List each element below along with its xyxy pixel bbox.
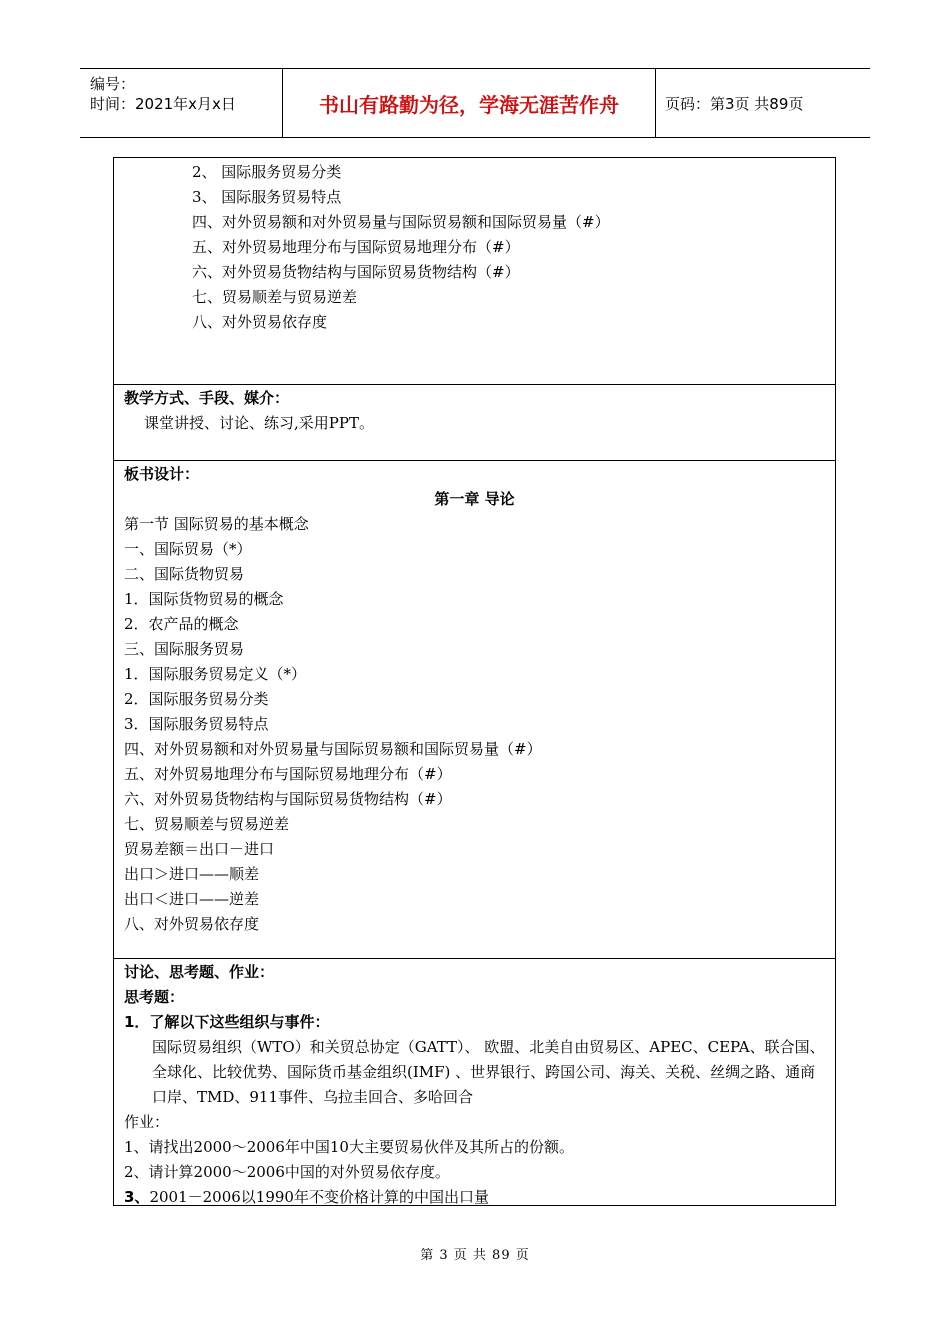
lesson-table	[113, 157, 836, 1206]
board-design-section	[114, 460, 835, 958]
homework-title: 作业：	[124, 1113, 170, 1131]
page-footer: 第 3 页 共 89 页	[420, 1248, 530, 1263]
outline-line: 八、对外贸易依存度	[192, 313, 328, 331]
homework-item: 1、请找出2000～2006年中国10大主要贸易伙伴及其所占的份额。	[124, 1138, 574, 1156]
board-line: 出口＜进口——逆差	[124, 890, 260, 908]
discussion-section	[114, 958, 835, 1207]
header-meta	[80, 69, 282, 137]
teaching-method-text: 课堂讲授、讨论、练习,采用PPT。	[144, 414, 374, 432]
board-line: 三、国际服务贸易	[124, 640, 245, 658]
page-indicator: 页码：第3页 共89页	[665, 94, 804, 113]
board-line: 七、贸易顺差与贸易逆差	[124, 815, 290, 833]
number-label: 编号：	[90, 75, 136, 93]
board-line: 第一节 国际贸易的基本概念	[124, 515, 309, 533]
outline-line: 四、对外贸易额和对外贸易量与国际贸易额和国际贸易量（#）	[192, 213, 610, 231]
board-line: 六、对外贸易货物结构与国际贸易货物结构（#）	[124, 790, 452, 808]
board-line: 八、对外贸易依存度	[124, 915, 260, 933]
board-line: 1．国际服务贸易定义（*）	[124, 665, 307, 683]
homework-text: 2001－2006以1990年不变价格计算的中国出口量	[149, 1188, 489, 1206]
outline-line: 3、 国际服务贸易特点	[192, 188, 342, 206]
board-line: 贸易差额＝出口－进口	[124, 840, 275, 858]
board-line: 一、国际贸易（*）	[124, 540, 252, 558]
question-body: 国际贸易组织（WTO）和关贸总协定（GATT）、 欧盟、北美自由贸易区、APEC、CEPA、联合国、全球化、比较优势、国际货币基金组织(IMF) 、世界银行、跨国公司、海关、关税、丝绸之路、通商口岸、TMD、911事件、乌拉圭回合、多哈回合	[152, 1038, 825, 1106]
board-line: 四、对外贸易额和对外贸易量与国际贸易额和国际贸易量（#）	[124, 740, 542, 758]
question-title: 1．了解以下这些组织与事件：	[124, 1013, 330, 1031]
motto: 书山有路勤为径，学海无涯苦作舟	[282, 69, 656, 137]
board-line: 出口＞进口——顺差	[124, 865, 260, 883]
board-line: 2．国际服务贸易分类	[124, 690, 269, 708]
homework-item	[114, 1185, 835, 1210]
chapter-title: 第一章 导论	[434, 490, 515, 508]
section-title: 教学方式、手段、媒介：	[124, 389, 290, 407]
outline-line: 七、贸易顺差与贸易逆差	[192, 288, 358, 306]
date-label: 时间：2021年x月x日	[90, 95, 236, 113]
section-title: 讨论、思考题、作业：	[124, 963, 275, 981]
board-line: 1．国际货物贸易的概念	[124, 590, 284, 608]
outline-line: 2、 国际服务贸易分类	[192, 163, 342, 181]
homework-number: 3、	[124, 1188, 150, 1206]
board-line: 五、对外贸易地理分布与国际贸易地理分布（#）	[124, 765, 452, 783]
board-line: 二、国际货物贸易	[124, 565, 245, 583]
page-header	[80, 68, 870, 138]
section-title: 板书设计：	[124, 465, 200, 483]
outline-line: 五、对外贸易地理分布与国际贸易地理分布（#）	[192, 238, 520, 256]
board-line: 3．国际服务贸易特点	[124, 715, 269, 733]
outline-line: 六、对外贸易货物结构与国际贸易货物结构（#）	[192, 263, 520, 281]
thinking-title: 思考题：	[124, 988, 185, 1006]
outline-section	[114, 158, 835, 384]
board-line: 2．农产品的概念	[124, 615, 239, 633]
homework-item: 2、请计算2000～2006中国的对外贸易依存度。	[124, 1163, 450, 1181]
teaching-method-section	[114, 384, 835, 460]
